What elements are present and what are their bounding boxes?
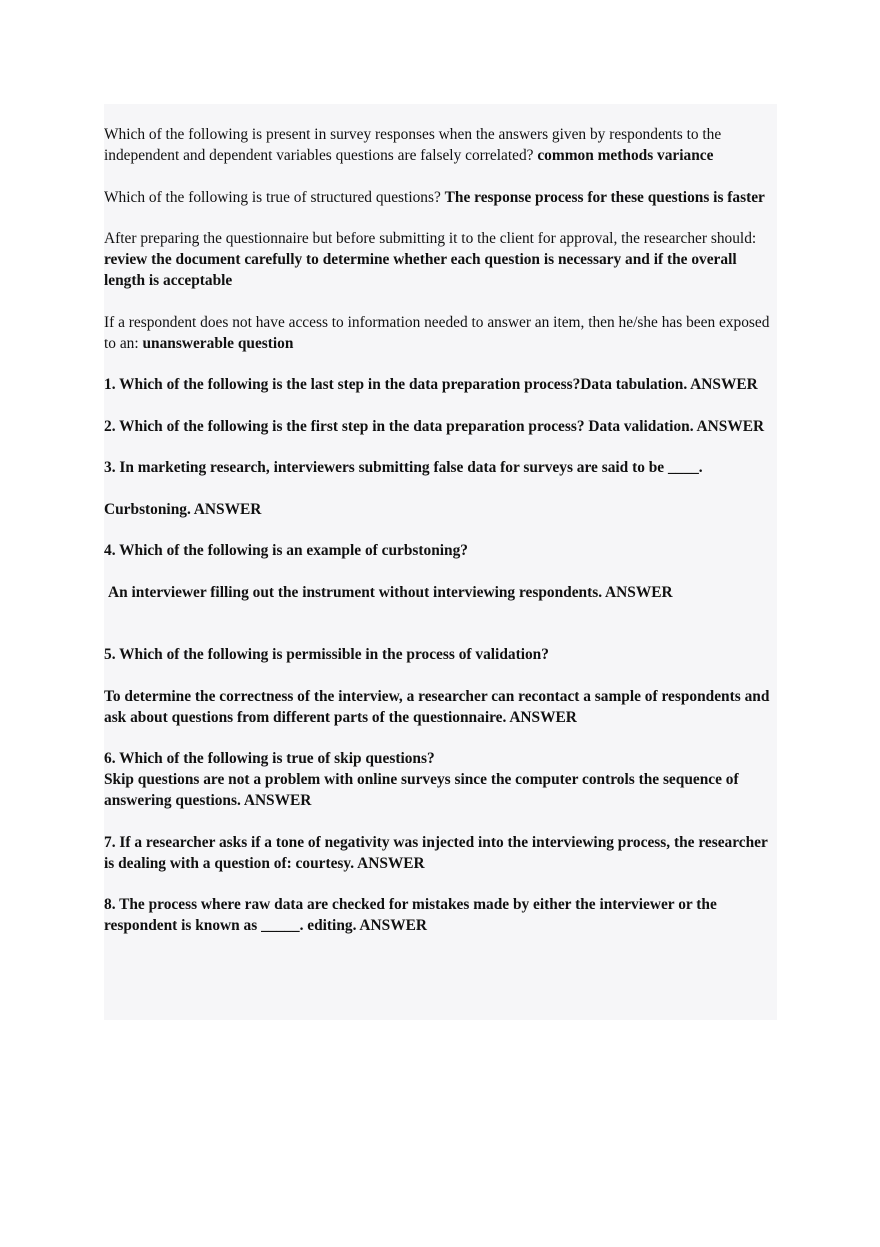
numbered-answer-5: To determine the correctness of the interview, a researcher can recontact a sample of respondents and ask about questions from different parts of the questionnaire. ANSWER — [104, 687, 770, 726]
numbered-question-8: 8. The process where raw data are checked for mistakes made by either the interviewer or the respondent is known as _____. editing. ANSWER — [104, 896, 717, 934]
answer-text: unanswerable question — [142, 334, 294, 352]
numbered-question-4: 4. Which of the following is an example of curbstoning? — [104, 542, 468, 559]
numbered-question-6: 6. Which of the following is true of skip questions? — [104, 750, 435, 767]
document-content — [104, 124, 780, 957]
answer-text: common methods variance — [537, 147, 714, 164]
question-text: After preparing the questionnaire but before submitting it to the client for approval, the researcher should: — [104, 230, 757, 247]
numbered-question-5: 5. Which of the following is permissible in the process of validation? — [104, 646, 549, 663]
numbered-answer-3: Curbstoning. ANSWER — [104, 500, 262, 518]
numbered-answer-6: Skip questions are not a problem with online surveys since the computer controls the sequence of answering questions. ANSWER — [104, 771, 739, 809]
question-text: If a respondent does not have access to information needed to answer an item, then he/she has been exposed to an: — [104, 313, 770, 352]
answer-text: The response process for these questions is faster — [444, 188, 765, 206]
qa-item-1 — [104, 124, 780, 166]
numbered-item-6 — [104, 748, 780, 811]
qa-item-2 — [104, 187, 780, 208]
qa-item-4 — [104, 312, 780, 354]
numbered-answer-4: An interviewer filling out the instrument without interviewing respondents. ANSWER — [108, 583, 673, 601]
numbered-question-2: 2. Which of the following is the first step in the data preparation process? Data validation. ANSWER — [104, 417, 765, 435]
question-text: Which of the following is present in survey responses when the answers given by respondents to the independent and dependent variables questions are falsely correlated? — [104, 126, 722, 164]
numbered-question-1: 1. Which of the following is the last step in the data preparation process?Data tabulation. ANSWER — [104, 376, 758, 393]
qa-item-3 — [104, 228, 780, 291]
numbered-question-7: 7. If a researcher asks if a tone of negativity was injected into the interviewing process, the researcher is dealing with a question of: courtesy. ANSWER — [104, 833, 768, 872]
numbered-question-3: 3. In marketing research, interviewers submitting false data for surveys are said to be ____. — [104, 459, 703, 476]
question-text: Which of the following is true of structured questions? — [104, 188, 441, 206]
answer-text: review the document carefully to determine whether each question is necessary and if the overall length is acceptable — [104, 251, 737, 289]
